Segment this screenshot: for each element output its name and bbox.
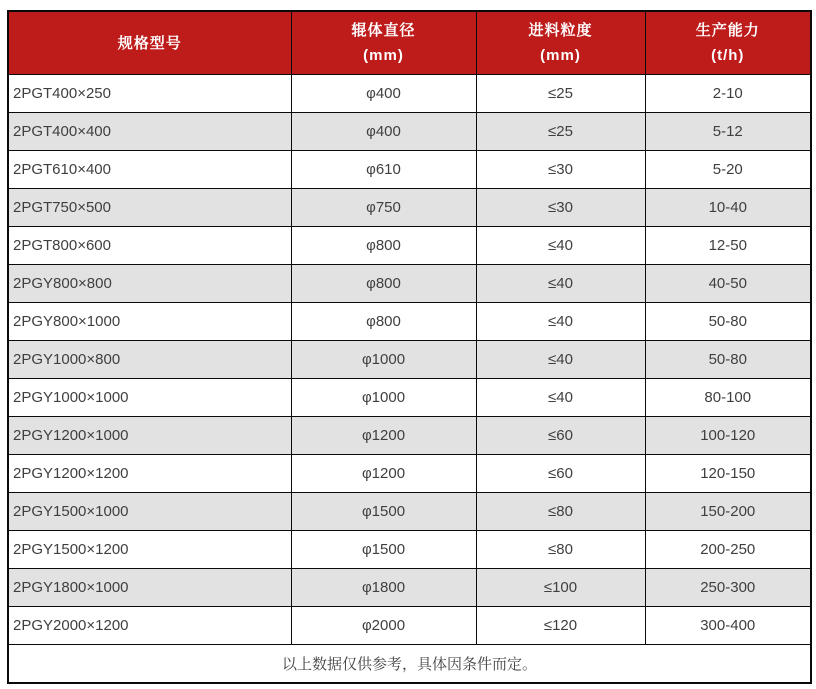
cell-feed-size: ≤40 xyxy=(476,341,645,379)
cell-diameter: φ750 xyxy=(291,189,476,227)
cell-feed-size: ≤60 xyxy=(476,455,645,493)
cell-diameter: φ1000 xyxy=(291,379,476,417)
cell-diameter: φ400 xyxy=(291,75,476,113)
table-row xyxy=(8,569,811,607)
table-row xyxy=(8,493,811,531)
header-label-model: 规格型号 xyxy=(117,34,182,52)
cell-feed-size: ≤100 xyxy=(476,569,645,607)
cell-feed-size: ≤30 xyxy=(476,189,645,227)
header-unit-capacity: (t/h) xyxy=(711,47,745,64)
cell-model: 2PGY1000×1000 xyxy=(8,379,291,417)
cell-capacity: 200-250 xyxy=(645,531,811,569)
table-row xyxy=(8,227,811,265)
table-row xyxy=(8,265,811,303)
table-row xyxy=(8,151,811,189)
table-row xyxy=(8,113,811,151)
table-footer-note: 以上数据仅供参考，具体因条件而定。 xyxy=(8,645,811,684)
cell-feed-size: ≤80 xyxy=(476,531,645,569)
header-row xyxy=(8,11,811,75)
table-header xyxy=(8,11,811,75)
cell-model: 2PGY2000×1200 xyxy=(8,607,291,645)
cell-feed-size: ≤30 xyxy=(476,151,645,189)
header-cell-model xyxy=(8,11,291,75)
cell-feed-size: ≤120 xyxy=(476,607,645,645)
cell-feed-size: ≤40 xyxy=(476,227,645,265)
cell-feed-size: ≤40 xyxy=(476,379,645,417)
cell-model: 2PGY1200×1200 xyxy=(8,455,291,493)
cell-model: 2PGT610×400 xyxy=(8,151,291,189)
spec-table xyxy=(7,10,812,684)
cell-diameter: φ2000 xyxy=(291,607,476,645)
table-row xyxy=(8,75,811,113)
cell-diameter: φ400 xyxy=(291,113,476,151)
cell-model: 2PGT750×500 xyxy=(8,189,291,227)
cell-diameter: φ800 xyxy=(291,227,476,265)
cell-capacity: 150-200 xyxy=(645,493,811,531)
header-cell-diameter xyxy=(291,11,476,75)
cell-capacity: 80-100 xyxy=(645,379,811,417)
cell-model: 2PGT400×400 xyxy=(8,113,291,151)
cell-capacity: 100-120 xyxy=(645,417,811,455)
cell-diameter: φ610 xyxy=(291,151,476,189)
cell-feed-size: ≤25 xyxy=(476,75,645,113)
header-unit-diameter: (mm) xyxy=(363,47,404,64)
cell-feed-size: ≤40 xyxy=(476,303,645,341)
header-label-feed-size: 进料粒度 xyxy=(528,22,593,39)
table-row xyxy=(8,455,811,493)
cell-model: 2PGT400×250 xyxy=(8,75,291,113)
cell-model: 2PGY1500×1000 xyxy=(8,493,291,531)
header-cell-capacity xyxy=(645,11,811,75)
cell-diameter: φ1000 xyxy=(291,341,476,379)
cell-model: 2PGY1500×1200 xyxy=(8,531,291,569)
cell-capacity: 300-400 xyxy=(645,607,811,645)
header-cell-feed-size xyxy=(476,11,645,75)
cell-diameter: φ1200 xyxy=(291,455,476,493)
cell-model: 2PGY1000×800 xyxy=(8,341,291,379)
table-row xyxy=(8,303,811,341)
cell-capacity: 2-10 xyxy=(645,75,811,113)
cell-capacity: 5-20 xyxy=(645,151,811,189)
table-row xyxy=(8,417,811,455)
cell-model: 2PGY1200×1000 xyxy=(8,417,291,455)
table-row xyxy=(8,531,811,569)
table-row xyxy=(8,189,811,227)
cell-capacity: 120-150 xyxy=(645,455,811,493)
cell-diameter: φ800 xyxy=(291,303,476,341)
header-label-capacity: 生产能力 xyxy=(695,22,760,39)
table-row xyxy=(8,379,811,417)
cell-feed-size: ≤60 xyxy=(476,417,645,455)
cell-diameter: φ1500 xyxy=(291,531,476,569)
cell-diameter: φ800 xyxy=(291,265,476,303)
cell-diameter: φ1800 xyxy=(291,569,476,607)
cell-capacity: 50-80 xyxy=(645,341,811,379)
table-body xyxy=(8,75,811,645)
cell-model: 2PGT800×600 xyxy=(8,227,291,265)
table-row xyxy=(8,607,811,645)
cell-capacity: 10-40 xyxy=(645,189,811,227)
cell-capacity: 40-50 xyxy=(645,265,811,303)
cell-feed-size: ≤25 xyxy=(476,113,645,151)
cell-diameter: φ1200 xyxy=(291,417,476,455)
cell-feed-size: ≤80 xyxy=(476,493,645,531)
table-foot xyxy=(8,645,811,684)
cell-capacity: 250-300 xyxy=(645,569,811,607)
cell-capacity: 50-80 xyxy=(645,303,811,341)
cell-capacity: 5-12 xyxy=(645,113,811,151)
cell-model: 2PGY800×1000 xyxy=(8,303,291,341)
cell-model: 2PGY1800×1000 xyxy=(8,569,291,607)
header-label-diameter: 辊体直径 xyxy=(351,22,416,39)
cell-diameter: φ1500 xyxy=(291,493,476,531)
cell-feed-size: ≤40 xyxy=(476,265,645,303)
footer-row xyxy=(8,645,811,684)
cell-capacity: 12-50 xyxy=(645,227,811,265)
cell-model: 2PGY800×800 xyxy=(8,265,291,303)
header-unit-feed-size: (mm) xyxy=(540,47,581,64)
table-row xyxy=(8,341,811,379)
